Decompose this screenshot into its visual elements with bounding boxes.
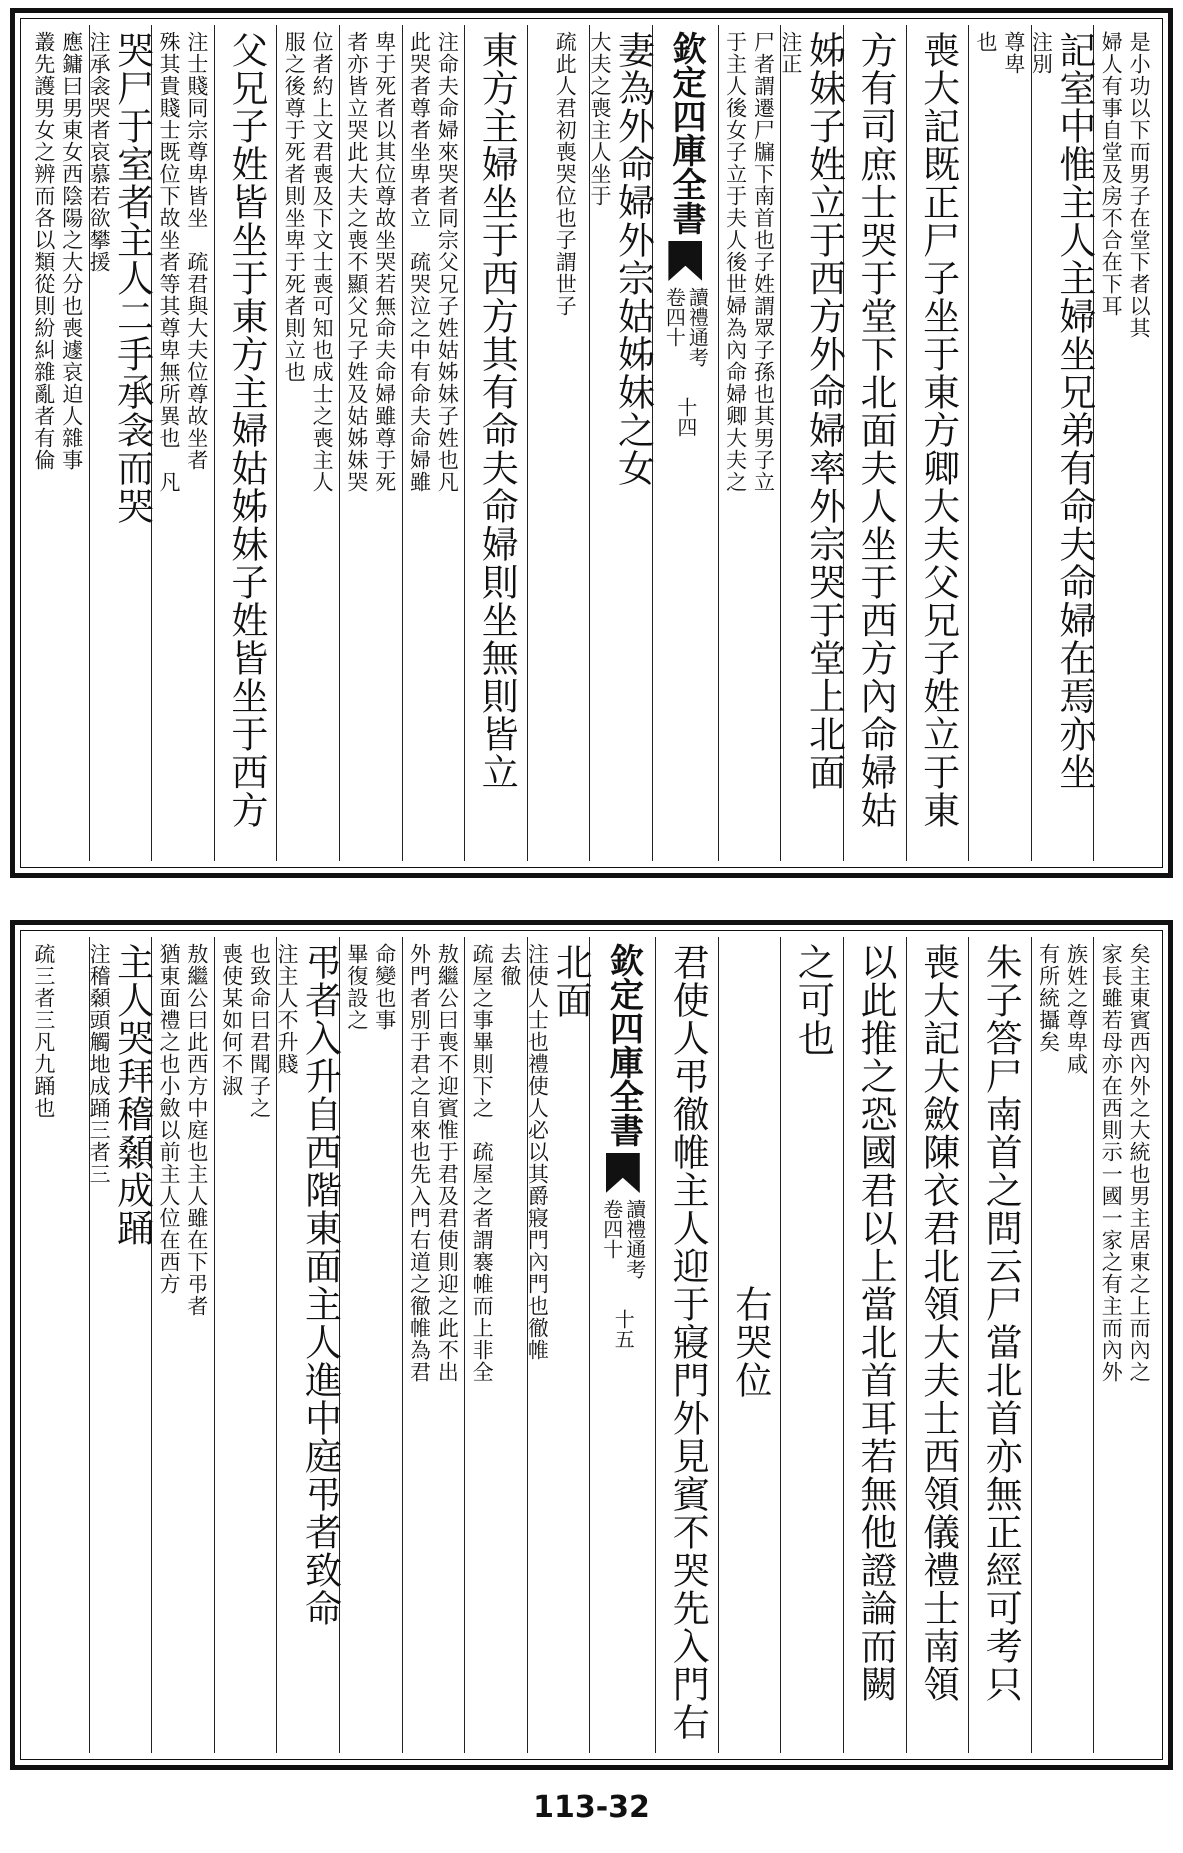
text-column (906, 25, 969, 861)
leaf-number: 十五 (611, 1309, 636, 1349)
text-column (843, 25, 906, 861)
main-text: 方有司庶士哭于堂下北面夫人坐于西方內命婦姑 (854, 31, 898, 829)
volume-number: 卷四十 (599, 1199, 624, 1259)
commentary-text: 服之後尊于死者則坐卑于死者則立也 (282, 31, 307, 383)
commentary-text: 殊其貴賤士既位下故坐者等其尊卑無所異也 凡 (157, 31, 182, 493)
main-text: 哭尸于室者主人二手承衾而哭 (110, 31, 154, 525)
text-column (151, 25, 214, 861)
commentary-text: 叢先護男女之辨而各以類從則紛糾雜亂者有倫 (31, 31, 56, 471)
text-column (718, 937, 781, 1753)
text-column (718, 25, 781, 861)
text-column (151, 937, 214, 1753)
main-text: 喪大記既正尸子坐于東方卿大夫父兄子姓立于東 (916, 31, 960, 829)
fishtail-mark-icon (668, 241, 702, 281)
commentary-text: 敖繼公曰喪不迎賓惟于君及君使則迎之此不出 (435, 943, 460, 1383)
text-column (27, 25, 89, 861)
fishtail-mark-icon (606, 1153, 640, 1193)
commentary-text: 有所統攝矣 (1036, 943, 1061, 1053)
commentary-text: 疏此人君初喪哭位也子謂世子 (553, 31, 578, 317)
text-column (276, 25, 339, 861)
commentary-text: 疏三者三凡九踊也 (31, 943, 56, 1119)
commentary-text: 也 (974, 31, 999, 53)
text-column (843, 937, 906, 1753)
text-column (27, 937, 89, 1753)
header-column (652, 25, 718, 861)
bottom-page-panel (10, 920, 1173, 1770)
commentary-text: 注正 (778, 31, 803, 75)
text-column (906, 937, 969, 1753)
text-column (527, 25, 590, 861)
top-page-panel (10, 8, 1173, 878)
main-text: 朱子答尸南首之問云尸當北首亦無正經可考只 (979, 943, 1023, 1703)
text-column (464, 937, 527, 1753)
commentary-text: 婦人有事自堂及房不合在下耳 (1099, 31, 1124, 317)
text-column (464, 25, 527, 861)
commentary-text: 注承衾哭者哀慕若欲攀援 (87, 31, 112, 273)
commentary-text: 大夫之喪主人坐于 (588, 31, 612, 207)
commentary-text: 注命夫命婦來哭者同宗父兄子姓姑姊妹子姓也凡 (435, 31, 460, 493)
main-text: 記室中惟主人主婦坐兄弟有命夫命婦在焉亦坐 (1052, 31, 1096, 791)
text-column (89, 25, 152, 861)
commentary-text: 家長雖若母亦在西則示一國一家之有主而內外 (1099, 943, 1124, 1383)
leaf-number: 十四 (673, 397, 698, 437)
collection-title: 欽定四庫全書 (665, 31, 706, 235)
text-column (527, 937, 590, 1753)
main-text: 東方主婦坐于西方其有命夫命婦則坐無則皆立 (475, 31, 519, 791)
commentary-text: 注稽顙頭觸地成踊三者三 (87, 943, 112, 1185)
main-text: 父兄子姓皆坐于東方主婦姑姊妹子姓皆坐于西方 (224, 31, 268, 829)
text-column (1093, 25, 1156, 861)
top-columns (27, 25, 1156, 861)
main-text: 姊妹子姓立于西方外命婦率外宗哭于堂上北面 (802, 31, 846, 791)
commentary-text: 矣主東賓西內外之大統也男主居東之上而內之 (1127, 943, 1152, 1383)
commentary-text: 也致命曰君聞子之 (247, 943, 272, 1119)
text-column (274, 937, 342, 1753)
main-text: 妻為外命婦外宗姑姊妹之女 (611, 31, 655, 487)
text-column (339, 25, 402, 861)
commentary-text: 此哭者尊者坐卑者立 疏哭泣之中有命夫命婦雖 (407, 31, 432, 493)
book-title: 讀禮通考 (685, 287, 710, 367)
main-text: 弔者入升自西階東面主人進中庭弔者致命 (298, 943, 342, 1627)
bottom-columns (27, 937, 1156, 1753)
text-column (214, 25, 277, 861)
main-text: 之可也 (791, 943, 835, 1057)
commentary-text: 去徹 (497, 943, 522, 987)
text-column (588, 25, 655, 861)
commentary-text: 猶東面禮之也小斂以前主人位在西方 (157, 943, 182, 1295)
header-column (589, 937, 655, 1753)
main-text: 主人哭拜稽顙成踊 (110, 943, 154, 1247)
text-column (968, 937, 1031, 1753)
main-text: 喪大記大斂陳衣君北領大夫士西領儀禮士南領 (916, 943, 960, 1703)
commentary-text: 注別 (1029, 31, 1054, 75)
text-column (339, 937, 402, 1753)
main-text: 以此推之恐國君以上當北首耳若無他證論而闕 (854, 943, 898, 1703)
commentary-text: 命變也事 (372, 943, 397, 1031)
commentary-text: 者亦皆立哭此大夫之喪不顯父兄子姓及姑姊妹哭 (344, 31, 369, 493)
text-column (1093, 937, 1156, 1753)
main-text: 右哭位 (728, 943, 772, 1399)
text-column (1031, 25, 1094, 861)
commentary-text: 外門者別于君之自來也先入門右道之徹帷為君 (407, 943, 432, 1383)
commentary-text: 尊卑 (1001, 31, 1026, 75)
text-column (89, 937, 152, 1753)
commentary-text: 敖繼公曰此西方中庭也主人雖在下弔者 (184, 943, 209, 1317)
commentary-text: 族姓之尊卑咸 (1064, 943, 1089, 1075)
commentary-text: 注士賤同宗尊卑皆坐 疏君與大夫位尊故坐者 (184, 31, 209, 471)
text-column (402, 25, 465, 861)
commentary-text: 是小功以下而男子在堂下者以其 (1127, 31, 1152, 339)
text-column (214, 937, 277, 1753)
commentary-text: 畢復設之 (344, 943, 369, 1031)
commentary-text: 位者約上文君喪及下文士喪可知也成士之喪主人 (310, 31, 335, 493)
commentary-text (61, 943, 83, 1747)
text-column (655, 937, 718, 1753)
text-column (778, 25, 846, 861)
text-column (1031, 937, 1094, 1753)
text-column (780, 937, 843, 1753)
commentary-text: 應鏞曰男東女西陰陽之大分也喪遽哀迫人雜事 (59, 31, 84, 471)
page-number: 113-32 (533, 1790, 650, 1825)
commentary-text: 注使人士也禮使人必以其爵寢門內門也徹帷 (525, 943, 550, 1361)
commentary-text: 卑于死者以其位尊故坐哭若無命夫命婦雖尊于死 (372, 31, 397, 493)
commentary-text: 注主人不升賤 (274, 943, 299, 1075)
text-column (968, 25, 1031, 861)
main-text: 北面 (548, 943, 592, 1019)
commentary-text: 喪使某如何不淑 (219, 943, 244, 1097)
commentary-text: 于主人後女子立于夫人後世婦為內命婦卿大夫之 (723, 31, 748, 493)
commentary-text: 尸者謂遷尸牖下南首也子姓謂眾子孫也其男子立 (751, 31, 776, 493)
text-column (402, 937, 465, 1753)
collection-title: 欽定四庫全書 (603, 943, 644, 1147)
volume-number: 卷四十 (662, 287, 687, 347)
book-title: 讀禮通考 (622, 1199, 647, 1279)
main-text: 君使人弔徹帷主人迎于寢門外見賓不哭先入門右 (666, 943, 710, 1741)
commentary-text: 疏屋之事畢則下之 疏屋之者謂褰帷而上非全 (470, 943, 495, 1383)
